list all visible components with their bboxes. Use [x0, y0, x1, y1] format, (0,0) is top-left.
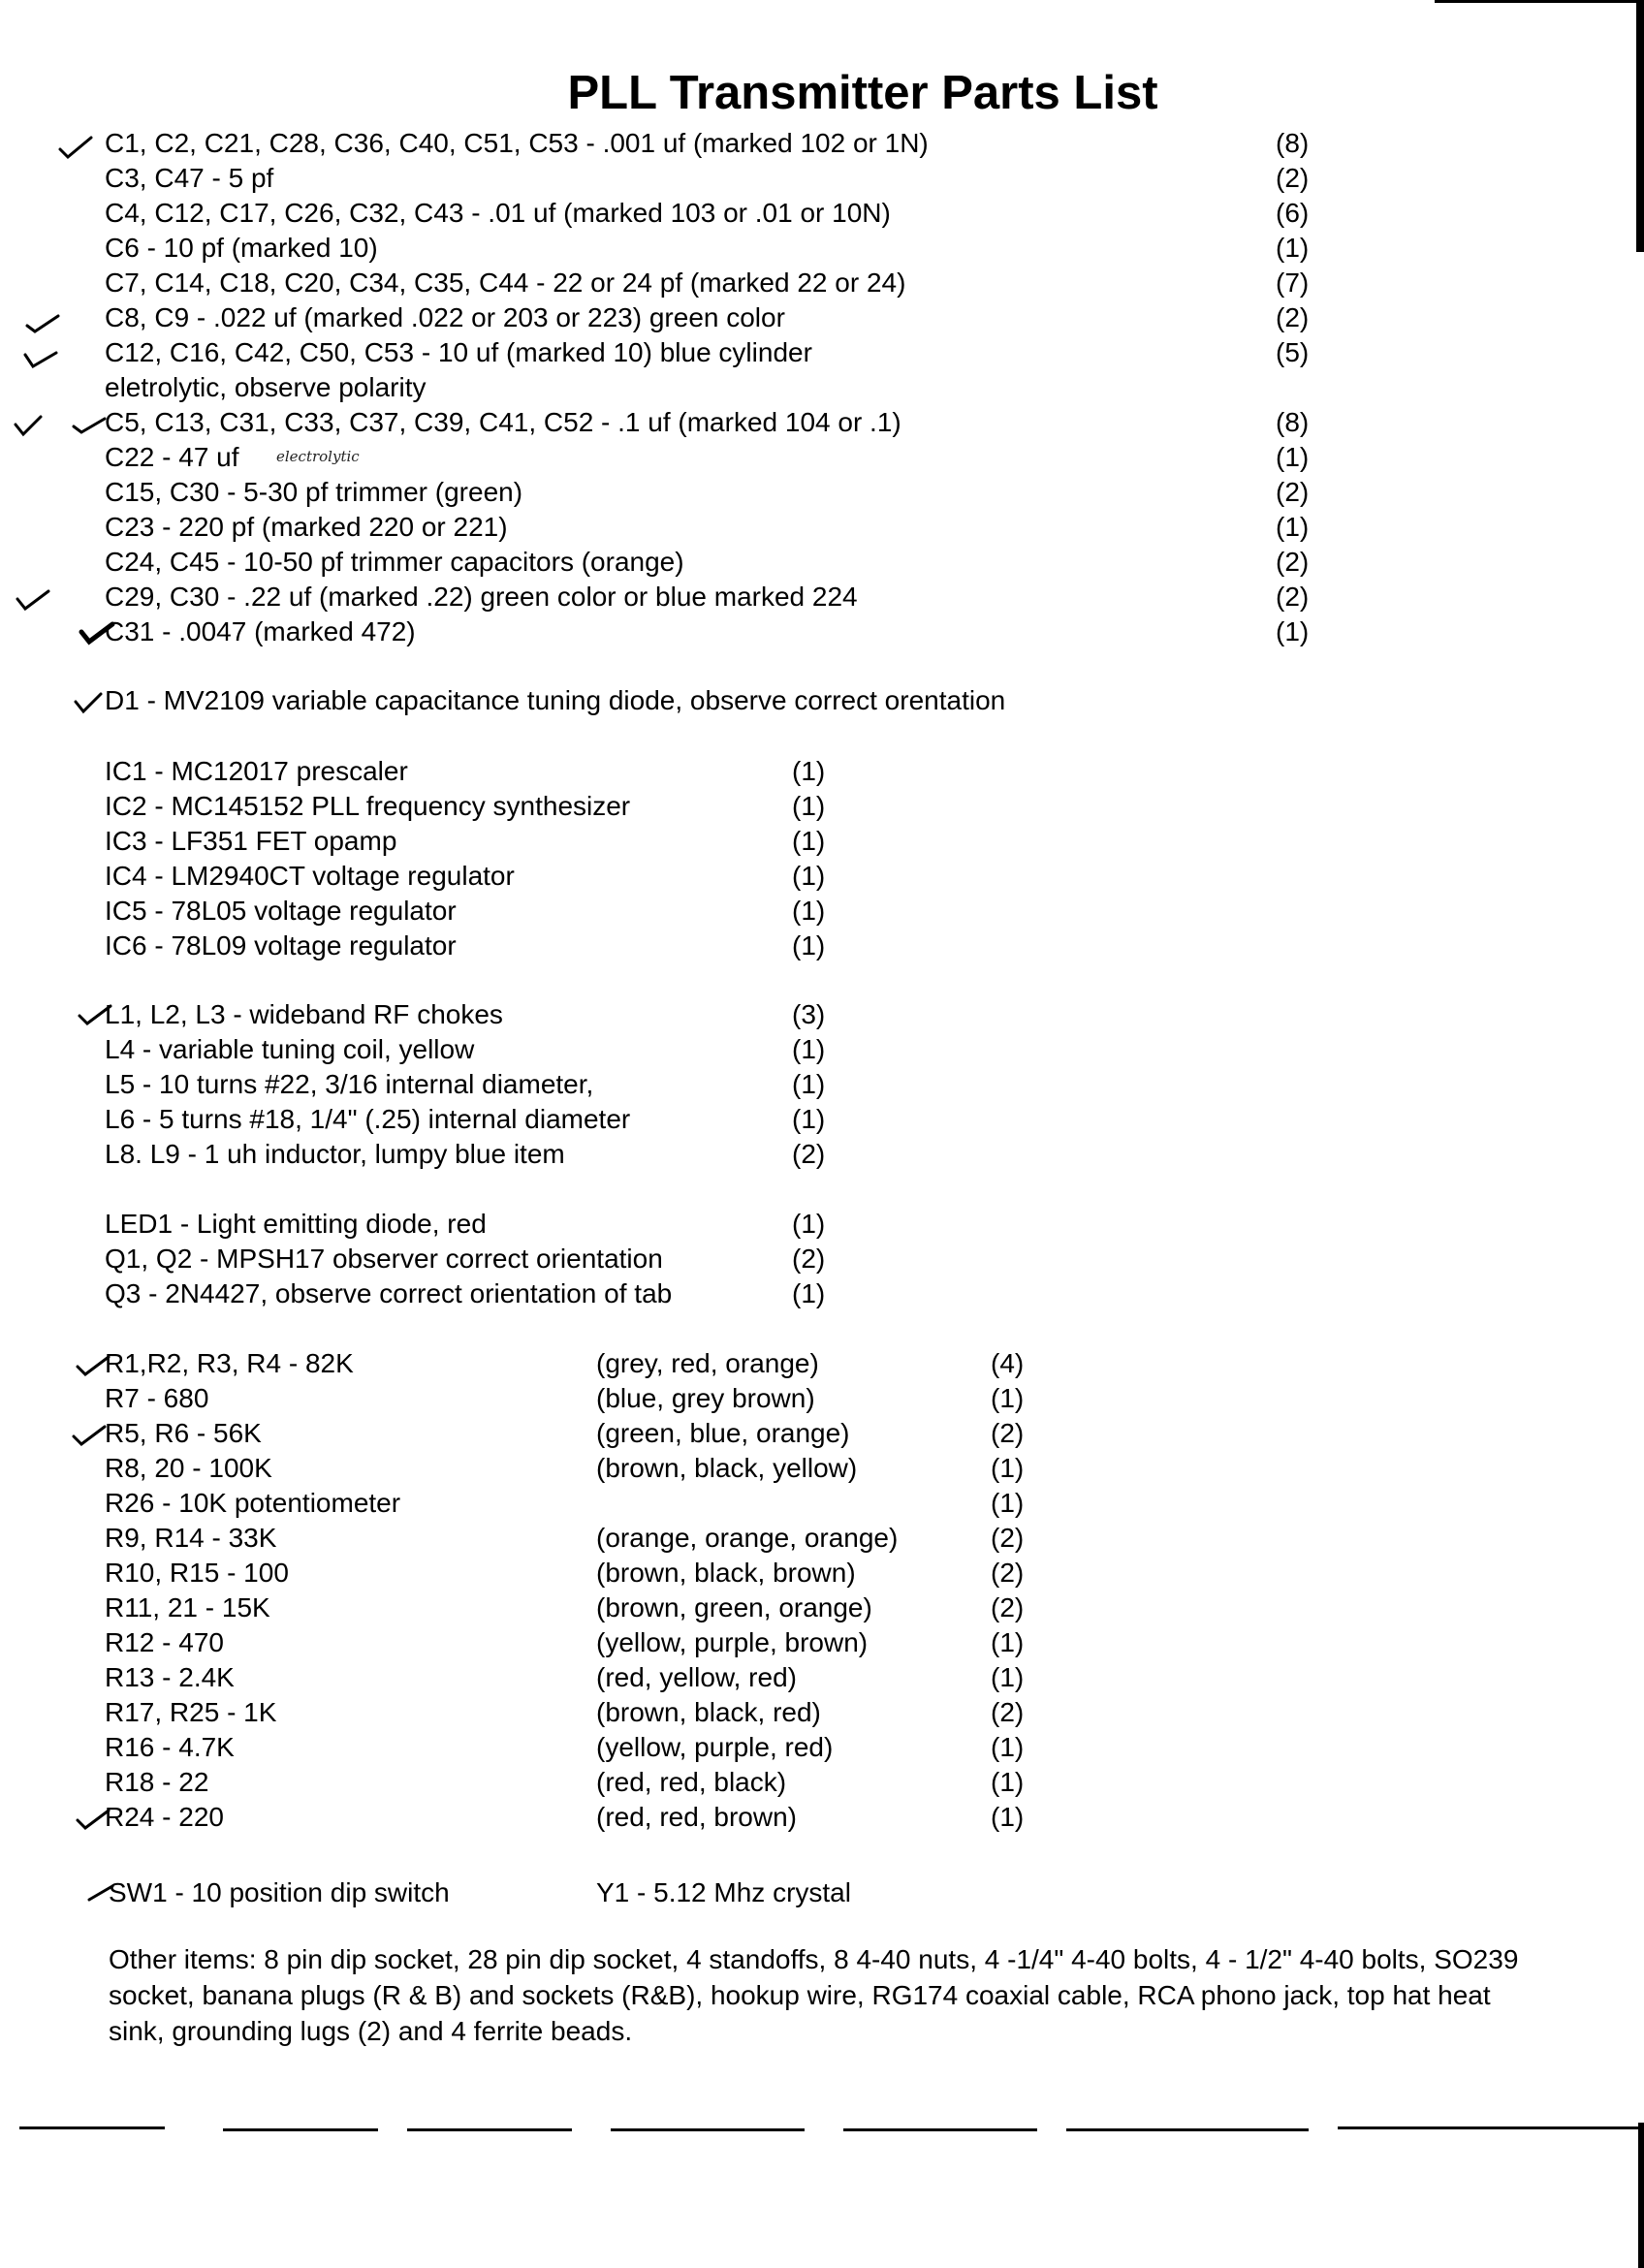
part-quantity: (2)	[991, 1418, 1025, 1448]
part-description: R8, 20 - 100K	[105, 1453, 272, 1483]
part-description: IC1 - MC12017 prescaler	[105, 756, 408, 786]
part-quantity: (8)	[1276, 407, 1310, 437]
switch-description: SW1 - 10 position dip switch	[109, 1877, 450, 1907]
list-item-capacitor	[0, 126, 1644, 161]
list-item-ic	[0, 929, 1644, 963]
part-description: L5 - 10 turns #22, 3/16 internal diameter,	[105, 1069, 594, 1099]
part-quantity: (1)	[792, 1069, 826, 1099]
color-code: (brown, black, red)	[596, 1697, 821, 1727]
list-item-capacitor	[0, 614, 1644, 649]
checkmark-icon	[56, 134, 95, 163]
part-quantity: (2)	[991, 1523, 1025, 1553]
part-description: LED1 - Light emitting diode, red	[105, 1209, 487, 1239]
color-code: (blue, grey brown)	[596, 1383, 815, 1413]
list-item-ic	[0, 859, 1644, 894]
scan-line	[19, 2126, 165, 2129]
list-item-capacitor	[0, 545, 1644, 580]
color-code: (yellow, purple, brown)	[596, 1627, 869, 1657]
part-quantity: (1)	[991, 1767, 1025, 1797]
part-description: Q1, Q2 - MPSH17 observer correct orientation	[105, 1244, 663, 1274]
part-quantity: (1)	[1276, 616, 1310, 646]
list-item-resistor	[0, 1695, 1644, 1730]
part-quantity: (1)	[792, 826, 826, 856]
list-item-ic	[0, 824, 1644, 859]
part-description: R16 - 4.7K	[105, 1732, 235, 1762]
crystal-description: Y1 - 5.12 Mhz crystal	[596, 1877, 851, 1907]
list-item-inductor	[0, 1067, 1644, 1102]
part-quantity: (1)	[792, 791, 826, 821]
part-quantity: (1)	[792, 930, 826, 961]
list-item-capacitor	[0, 440, 1644, 475]
part-description: C23 - 220 pf (marked 220 or 221)	[105, 512, 508, 542]
list-item-resistor	[0, 1451, 1644, 1486]
list-item-resistor	[0, 1556, 1644, 1591]
part-description: R24 - 220	[105, 1802, 224, 1832]
checkmark-icon	[14, 585, 52, 614]
list-item-capacitor	[0, 196, 1644, 231]
list-item-resistor	[0, 1765, 1644, 1800]
list-item-resistor	[0, 1625, 1644, 1660]
list-item-inductor	[0, 1137, 1644, 1172]
scan-line	[843, 2128, 1037, 2131]
checkmark-icon	[72, 688, 111, 717]
part-description-continued: eletrolytic, observe polarity	[105, 372, 427, 402]
list-item-capacitor	[0, 161, 1644, 196]
list-item-inductor	[0, 1032, 1644, 1067]
part-quantity: (2)	[991, 1558, 1025, 1588]
part-description: IC2 - MC145152 PLL frequency synthesizer	[105, 791, 631, 821]
part-quantity: (1)	[991, 1383, 1025, 1413]
part-description: C3, C47 - 5 pf	[105, 163, 274, 193]
list-item-ic	[0, 894, 1644, 929]
part-description: R10, R15 - 100	[105, 1558, 289, 1588]
part-quantity: (1)	[792, 1034, 826, 1064]
color-code: (grey, red, orange)	[596, 1348, 819, 1378]
part-description: R26 - 10K potentiometer	[105, 1488, 401, 1518]
checkmark-icon	[21, 343, 60, 372]
list-item-capacitor	[0, 335, 1644, 370]
part-description: IC4 - LM2940CT voltage regulator	[105, 861, 515, 891]
list-item-resistor	[0, 1660, 1644, 1695]
list-item-ic	[0, 754, 1644, 789]
part-quantity: (1)	[991, 1627, 1025, 1657]
part-quantity: (2)	[1276, 163, 1310, 193]
part-description: R5, R6 - 56K	[105, 1418, 262, 1448]
part-quantity: (1)	[991, 1802, 1025, 1832]
checkmark-icon	[70, 1421, 109, 1450]
part-description: C8, C9 - .022 uf (marked .022 or 203 or 223) green color	[105, 302, 785, 332]
handwritten-annotation: electrolytic	[276, 448, 360, 465]
scan-line	[611, 2128, 805, 2131]
list-item-capacitor	[0, 475, 1644, 510]
list-item-resistor	[0, 1591, 1644, 1625]
part-quantity: (1)	[1276, 512, 1310, 542]
list-item-resistor	[0, 1486, 1644, 1521]
list-item-resistor	[0, 1346, 1644, 1381]
part-description: L1, L2, L3 - wideband RF chokes	[105, 999, 503, 1029]
part-quantity: (6)	[1276, 198, 1310, 228]
color-code: (brown, green, orange)	[596, 1592, 872, 1622]
list-item-capacitor	[0, 580, 1644, 614]
part-description: C24, C45 - 10-50 pf trimmer capacitors (orange)	[105, 547, 684, 577]
list-item-capacitor	[0, 266, 1644, 300]
part-description: R12 - 470	[105, 1627, 224, 1657]
part-quantity: (1)	[792, 756, 826, 786]
part-description: C4, C12, C17, C26, C32, C43 - .01 uf (marked 103 or .01 or 10N)	[105, 198, 891, 228]
scan-line	[1338, 2126, 1638, 2129]
part-description: C5, C13, C31, C33, C37, C39, C41, C52 - .1 uf (marked 104 or .1)	[105, 407, 901, 437]
scan-line	[1066, 2128, 1309, 2131]
color-code: (red, red, brown)	[596, 1802, 797, 1832]
part-quantity: (2)	[792, 1244, 826, 1274]
part-description: L6 - 5 turns #18, 1/4" (.25) internal diameter	[105, 1104, 631, 1134]
list-item-semiconductor	[0, 1207, 1644, 1242]
color-code: (green, blue, orange)	[596, 1418, 850, 1448]
part-quantity: (1)	[1276, 442, 1310, 472]
scan-edge-top	[1435, 0, 1644, 3]
part-quantity: (2)	[792, 1139, 826, 1169]
list-item-inductor	[0, 1102, 1644, 1137]
checkmark-icon	[70, 411, 109, 440]
scan-line	[223, 2128, 378, 2131]
part-description: L8. L9 - 1 uh inductor, lumpy blue item	[105, 1139, 565, 1169]
list-item-capacitor	[0, 405, 1644, 440]
checkmark-icon	[74, 1351, 112, 1380]
part-quantity: (1)	[792, 896, 826, 926]
part-quantity: (2)	[991, 1592, 1025, 1622]
part-description: C29, C30 - .22 uf (marked .22) green color or blue marked 224	[105, 582, 858, 612]
list-item-capacitor	[0, 300, 1644, 335]
part-quantity: (2)	[1276, 547, 1310, 577]
list-item-diode	[0, 683, 1644, 718]
part-description: C7, C14, C18, C20, C34, C35, C44 - 22 or 24 pf (marked 22 or 24)	[105, 268, 906, 298]
list-item-capacitor	[0, 231, 1644, 266]
part-description: C31 - .0047 (marked 472)	[105, 616, 416, 646]
list-item-semiconductor	[0, 1276, 1644, 1311]
part-quantity: (1)	[991, 1488, 1025, 1518]
color-code: (brown, black, brown)	[596, 1558, 856, 1588]
color-code: (red, yellow, red)	[596, 1662, 797, 1692]
part-quantity: (2)	[991, 1697, 1025, 1727]
part-description: R11, 21 - 15K	[105, 1592, 270, 1622]
part-description: IC3 - LF351 FET opamp	[105, 826, 397, 856]
part-description: C15, C30 - 5-30 pf trimmer (green)	[105, 477, 523, 507]
list-item-resistor	[0, 1800, 1644, 1835]
part-quantity: (1)	[792, 1209, 826, 1239]
checkmark-icon	[23, 308, 62, 337]
list-item-capacitor	[0, 510, 1644, 545]
part-quantity: (2)	[1276, 477, 1310, 507]
part-quantity: (1)	[991, 1732, 1025, 1762]
color-code: (red, red, black)	[596, 1767, 787, 1797]
color-code: (yellow, purple, red)	[596, 1732, 834, 1762]
list-item-resistor	[0, 1416, 1644, 1451]
list-item-resistor	[0, 1730, 1644, 1765]
part-description: C6 - 10 pf (marked 10)	[105, 233, 378, 263]
part-quantity: (3)	[792, 999, 826, 1029]
part-description: R13 - 2.4K	[105, 1662, 235, 1692]
part-description: R17, R25 - 1K	[105, 1697, 277, 1727]
part-description: C1, C2, C21, C28, C36, C40, C51, C53 - .001 uf (marked 102 or 1N)	[105, 128, 929, 158]
color-code: (orange, orange, orange)	[596, 1523, 899, 1553]
part-description: R9, R14 - 33K	[105, 1523, 277, 1553]
page-title: PLL Transmitter Parts List	[567, 67, 1158, 119]
part-quantity: (7)	[1276, 268, 1310, 298]
part-quantity: (2)	[1276, 582, 1310, 612]
other-items-paragraph: Other items: 8 pin dip socket, 28 pin dip socket, 4 standoffs, 8 4-40 nuts, 4 -1/4" 4-40 bolts, 4 - 1/2" 4-40 bolts, SO239 socket, banana plugs (R & B) and sockets (R&B), hookup wire, RG174 coaxial cable, RCA phono jack, top hat heat sink, grounding lugs (2) and 4 ferrite beads.	[109, 1944, 1519, 2046]
color-code: (brown, black, yellow)	[596, 1453, 858, 1483]
list-item-ic	[0, 789, 1644, 824]
part-quantity: (4)	[991, 1348, 1025, 1378]
part-description: Q3 - 2N4427, observe correct orientation of tab	[105, 1278, 673, 1308]
part-quantity: (1)	[991, 1662, 1025, 1692]
part-description: C22 - 47 uf	[105, 442, 239, 472]
part-quantity: (1)	[1276, 233, 1310, 263]
list-item-inductor	[0, 997, 1644, 1032]
part-quantity: (8)	[1276, 128, 1310, 158]
part-description: D1 - MV2109 variable capacitance tuning diode, observe correct orentation	[105, 685, 1006, 715]
checkmark-icon	[83, 1880, 122, 1909]
list-item-semiconductor	[0, 1242, 1644, 1276]
checkmark-icon	[78, 618, 116, 647]
part-quantity: (2)	[1276, 302, 1310, 332]
part-description: C12, C16, C42, C50, C53 - 10 uf (marked 10) blue cylinder	[105, 337, 812, 367]
part-quantity: (1)	[792, 1104, 826, 1134]
checkmark-icon	[76, 1000, 114, 1029]
part-quantity: (5)	[1276, 337, 1310, 367]
part-quantity: (1)	[792, 861, 826, 891]
scan-edge-right-bottom	[1638, 2123, 1644, 2268]
checkmark-icon	[74, 1805, 112, 1834]
list-item-continuation	[0, 370, 1644, 405]
scan-line	[407, 2128, 572, 2131]
part-description: IC5 - 78L05 voltage regulator	[105, 896, 457, 926]
list-item-resistor	[0, 1521, 1644, 1556]
part-quantity: (1)	[792, 1278, 826, 1308]
checkmark-icon	[12, 411, 50, 440]
part-description: R1,R2, R3, R4 - 82K	[105, 1348, 354, 1378]
part-description: R18 - 22	[105, 1767, 209, 1797]
part-description: IC6 - 78L09 voltage regulator	[105, 930, 457, 961]
list-item-resistor	[0, 1381, 1644, 1416]
part-description: L4 - variable tuning coil, yellow	[105, 1034, 475, 1064]
list-item-switch-crystal	[0, 1875, 1644, 1910]
part-description: R7 - 680	[105, 1383, 209, 1413]
part-quantity: (1)	[991, 1453, 1025, 1483]
